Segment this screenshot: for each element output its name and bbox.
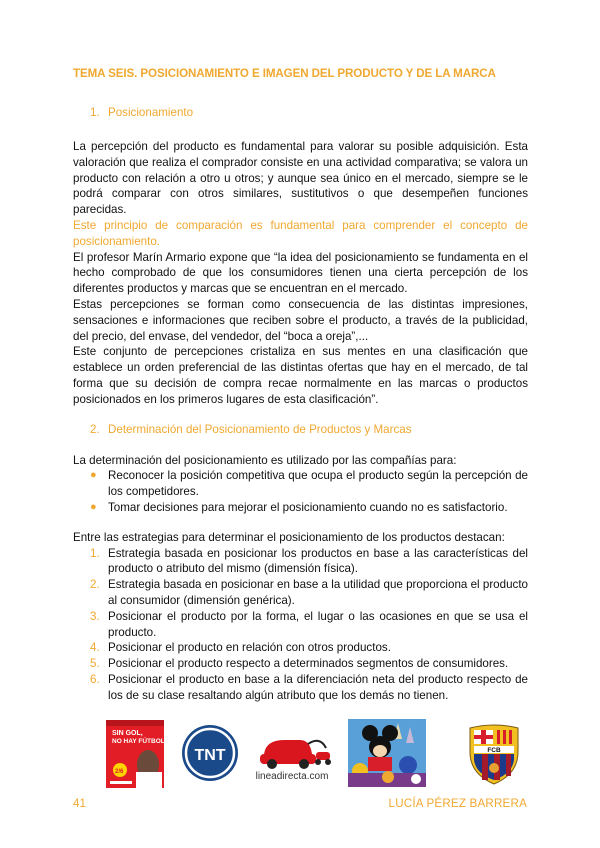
section-1-heading xyxy=(73,105,528,121)
list-item xyxy=(73,609,528,641)
book-badge: 2/6 xyxy=(115,769,124,775)
highlighted-paragraph: Este principio de comparación es fundamental para comprender el concepto de posicionamiento. xyxy=(73,218,528,248)
list-item-text: Tomar decisiones para mejorar el posicionamiento cuando no es satisfactorio. xyxy=(108,500,508,514)
fcb-crest-text: FCB xyxy=(487,747,501,754)
list-number: 1. xyxy=(90,546,100,560)
strategies-list xyxy=(73,546,528,704)
paragraph: La percepción del producto es fundamental para valorar su posible adquisición. Esta valoración que realiza el comprador consiste en una actividad comparativa; se valora un producto con relación a otro u otros; y aunque sea único en el mercado, siempre se le podrá comparar con otros similares, sustitutivos o que desempeñen funciones parecidas. xyxy=(73,140,528,217)
document-page xyxy=(73,66,528,704)
page-number: 41 xyxy=(73,797,86,810)
section-2-number: 2. xyxy=(90,422,100,436)
list-item-text: Posicionar el producto por la forma, el lugar o las ocasiones en que se usa el producto. xyxy=(108,609,528,639)
list-number: 4. xyxy=(90,641,100,655)
book-title-line2: NO HAY FÚTBOL xyxy=(112,738,165,745)
list-number: 2. xyxy=(90,578,100,592)
book-title-line1: SIN GOL, xyxy=(112,730,143,737)
section-1-title: Posicionamiento xyxy=(108,106,194,119)
footer-author: LUCÍA PÉREZ BARRERA xyxy=(388,797,527,810)
list-number: 5. xyxy=(90,657,100,671)
list-item-text: Posicionar el producto en relación con otros productos. xyxy=(108,641,391,655)
paragraph: Este conjunto de percepciones cristaliza en sus mentes en una clasificación que establece un orden preferencial de las distintas ofertas que hay en el mercado, de tal forma que su decisión de compra recae normalmente en las marcas o productos posicionados en los primeros lugares de esta clasificación”. xyxy=(73,345,528,406)
section-1-body xyxy=(73,139,528,408)
lineadirecta-logo xyxy=(254,728,336,782)
list-item-text: Estrategia basada en posicionar en base a la utilidad que proporciona el producto al consumidor (dimensión genérica). xyxy=(108,578,528,607)
list-item xyxy=(73,500,528,516)
paragraph: Estas percepciones se forman como consecuencia de las distintas impresiones, sensaciones e informaciones que reciben sobre el producto, a través de la publicidad, del precio, del envase, del vendedor, del “boca a oreja”,... xyxy=(73,297,528,343)
book-cover-logo xyxy=(106,720,166,788)
list-number: 6. xyxy=(90,672,100,686)
fcb-crest-logo xyxy=(466,722,522,786)
list-item-text: Reconocer la posición competitiva que ocupa el producto según la percepción de los competidores. xyxy=(108,469,528,499)
tnt-logo xyxy=(181,724,239,782)
paragraph: El profesor Marín Armario expone que “la idea del posicionamiento se fundamenta en el hecho comprobado de que los consumidores tienen una cierta percepción de los diferentes productos y marcas que se encuentran en el mercado. xyxy=(73,250,528,296)
disney-characters-image xyxy=(348,719,426,787)
list-item xyxy=(73,656,528,672)
list-item xyxy=(73,577,528,609)
strategies-intro: Entre las estrategias para determinar el posicionamiento de los productos destacan: xyxy=(73,530,505,544)
list-item xyxy=(73,468,528,500)
logo-strip xyxy=(0,718,600,788)
list-item-text: Posicionar el producto en base a la diferenciación neta del producto respecto de los de su clase resaltando algún atributo que los demás no tienen. xyxy=(108,672,528,702)
list-item-text: Estrategia basada en posicionar los productos en base a las características del producto o atributo del mismo (dimensión física). xyxy=(108,546,528,576)
list-number: 3. xyxy=(90,609,100,623)
bullet-icon: ● xyxy=(90,469,97,482)
list-item xyxy=(73,672,528,704)
chapter-title: TEMA SEIS. POSICIONAMIENTO E IMAGEN DEL PRODUCTO Y DE LA MARCA xyxy=(73,67,496,80)
section-1-number: 1. xyxy=(90,106,100,119)
tnt-logo-text: TNT xyxy=(194,747,226,764)
section-2-intro: La determinación del posicionamiento es utilizado por las compañías para: xyxy=(73,453,457,467)
list-item-text: Posicionar el producto respecto a determinados segmentos de consumidores. xyxy=(108,657,509,671)
section-2-heading xyxy=(73,422,528,438)
list-item xyxy=(73,546,528,578)
bullet-list xyxy=(73,468,528,515)
lineadirecta-logo-text: lineadirecta.com xyxy=(255,771,329,782)
list-item xyxy=(73,640,528,656)
bullet-icon: ● xyxy=(90,500,97,513)
section-2-title: Determinación del Posicionamiento de Productos y Marcas xyxy=(108,422,412,436)
